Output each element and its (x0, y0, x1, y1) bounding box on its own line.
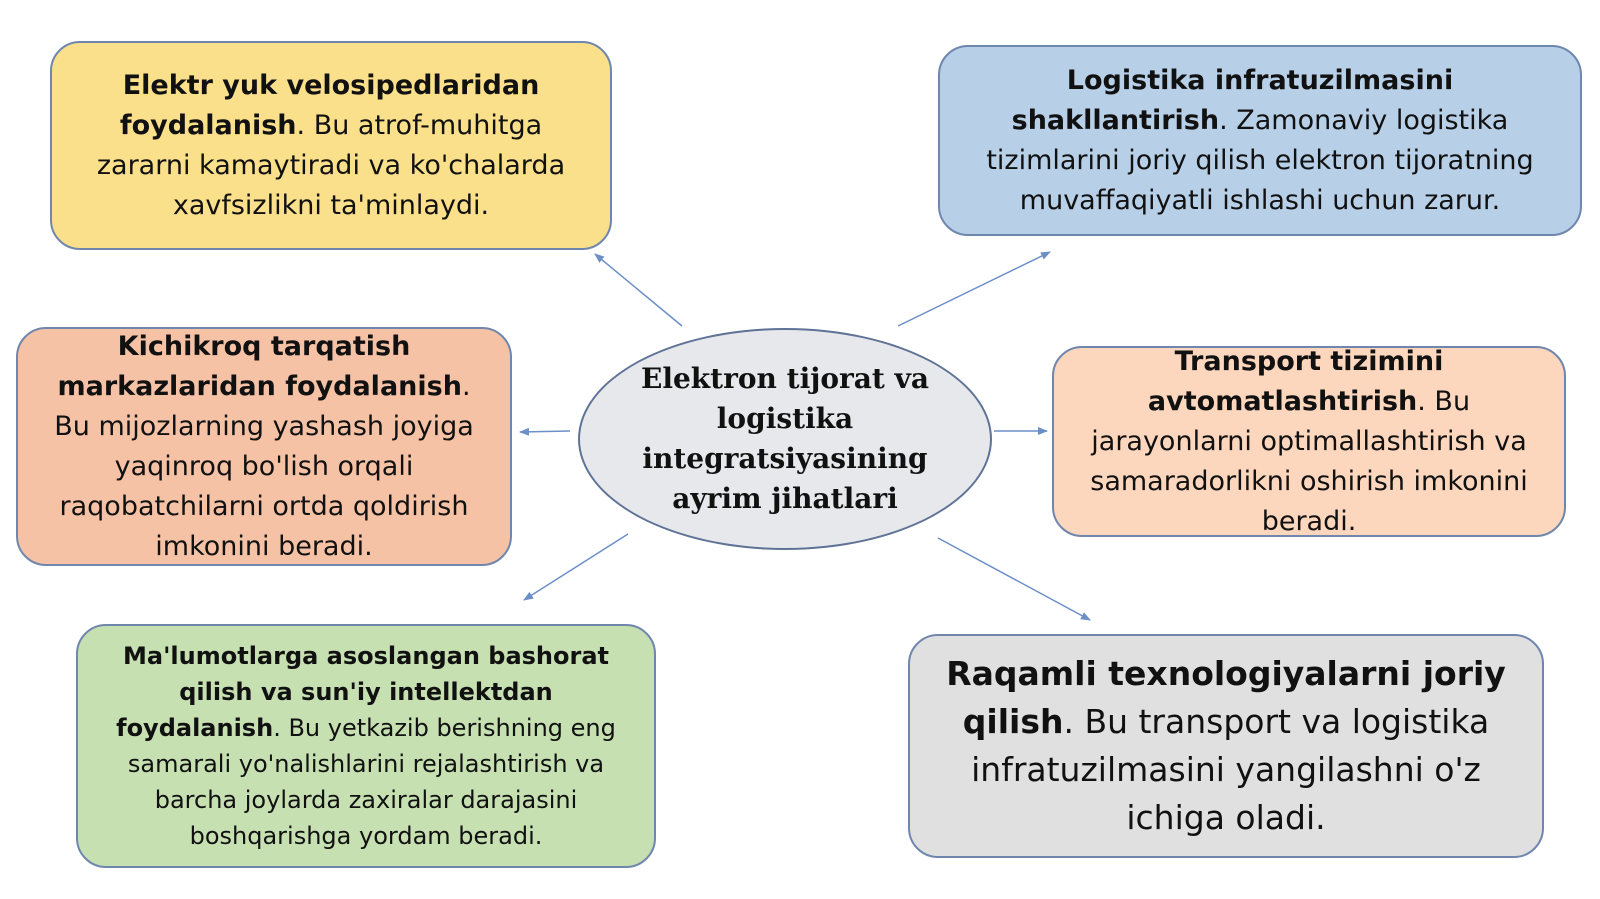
arrow-to-bottom-left (524, 534, 628, 600)
box-smaller-distribution-centers (16, 327, 512, 566)
arrow-to-mid-left (520, 431, 570, 432)
box-heading: Kichikroq tarqatish markazlaridan foydalanish (57, 330, 462, 402)
box-text (1072, 342, 1546, 542)
box-digital-technologies (908, 634, 1544, 858)
box-text (958, 61, 1562, 221)
box-body: . Bu mijozlarning yashash joyiga yaqinroq bo'lish orqali raqobatchilarni ortda qoldirish imkonini beradi. (54, 370, 474, 562)
box-body: . Bu transport va logistika infratuzilmasini yangilashni o'z ichiga oladi. (971, 702, 1490, 837)
arrow-to-bottom-right (938, 538, 1090, 620)
box-body: . Bu atrof-muhitga zararni kamaytiradi va ko'chalarda xavfsizlikni ta'minlaydi. (96, 109, 566, 221)
box-text (928, 650, 1524, 842)
box-heading: Transport tizimini avtomatlashtirish (1147, 345, 1444, 417)
box-electric-cargo-bikes (50, 41, 612, 250)
box-body: . Bu yetkazib berishning eng samarali yo'nalishlarini rejalashtirish va barcha joylarda zaxiralar darajasini boshqarishga yordam beradi. (127, 714, 616, 850)
box-heading: Raqamli texnologiyalarni joriy qilish (946, 654, 1506, 741)
box-transport-automation (1052, 346, 1566, 537)
box-heading: Logistika infratuzilmasini shakllantirish (1011, 64, 1454, 136)
box-heading: Ma'lumotlarga asoslangan bashorat qilish va sun'iy intellektdan foydalanish (116, 642, 609, 742)
box-text (36, 327, 492, 567)
box-data-driven-forecasting (76, 624, 656, 868)
box-body: . Bu jarayonlarni optimallashtirish va samaradorlikni oshirish imkonini beradi. (1090, 385, 1528, 537)
box-text (96, 638, 636, 854)
box-body: . Zamonaviy logistika tizimlarini joriy qilish elektron tijoratning muvaffaqiyatli ishlashi uchun zarur. (986, 104, 1534, 216)
central-topic-ellipse (578, 328, 992, 550)
box-text (70, 66, 592, 226)
box-logistics-infrastructure (938, 45, 1582, 236)
box-heading: Elektr yuk velosipedlaridan foydalanish (119, 69, 540, 141)
arrow-to-top-left (595, 254, 682, 326)
arrow-to-top-right (898, 252, 1050, 326)
central-topic-title: Elektron tijorat va logistika integratsiyasining ayrim jihatlari (640, 362, 930, 515)
